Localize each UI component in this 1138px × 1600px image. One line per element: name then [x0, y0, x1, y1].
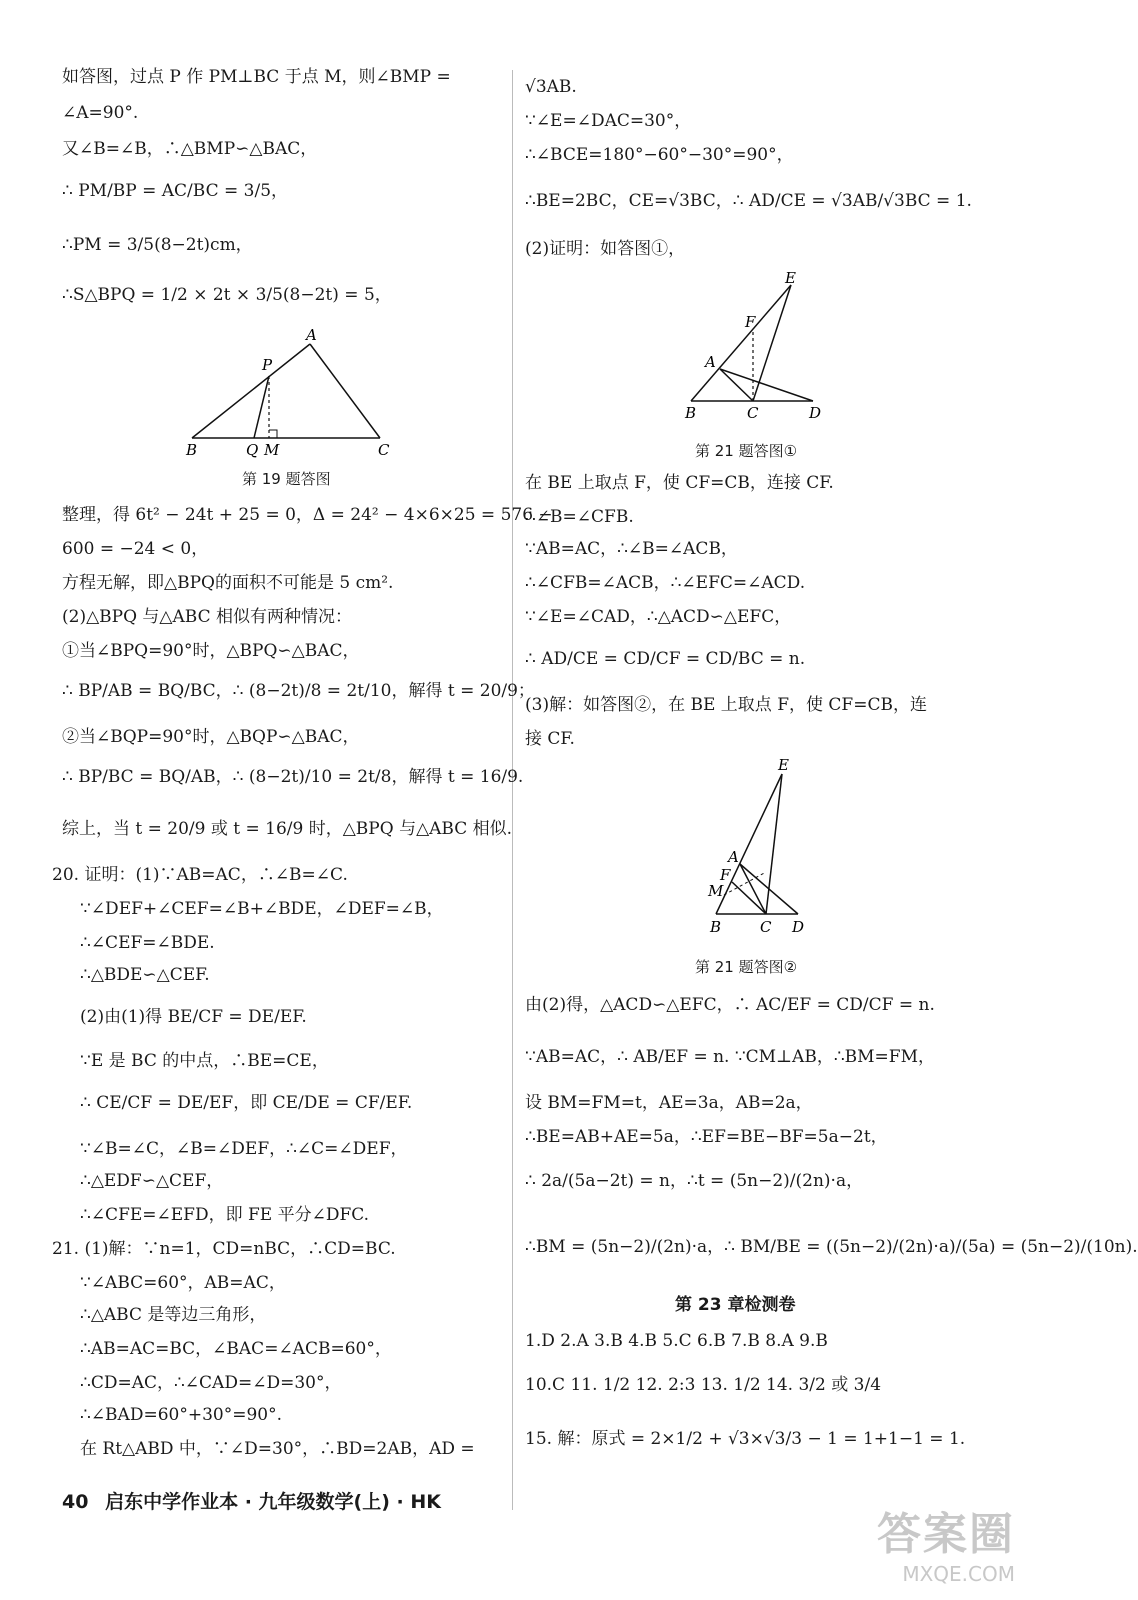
text-line: ∠A=90°.	[62, 103, 139, 123]
text-line: ∴∠BAD=60°+30°=90°.	[80, 1405, 282, 1425]
text-line: 整理，得 6t² − 24t + 25 = 0，Δ = 24² − 4×6×25 = 576 −	[62, 505, 553, 525]
label-C: C	[760, 918, 772, 936]
label-D: D	[792, 918, 805, 936]
text-line: (3)解：如答图②，在 BE 上取点 F，使 CF=CB，连	[525, 695, 927, 715]
text-line: 由(2)得，△ACD∽△EFC，∴ AC/EF = CD/CF = n.	[525, 995, 935, 1015]
text-line: ∴∠B=∠CFB.	[525, 507, 634, 527]
text-line: ∴ CE/CF = DE/EF，即 CE/DE = CF/EF.	[80, 1093, 413, 1113]
text-line: ∴BE=AB+AE=5a，∴EF=BE−BF=5a−2t，	[525, 1127, 888, 1147]
figure-19	[182, 326, 522, 460]
text-line: ∵∠B=∠C，∠B=∠DEF，∴∠C=∠DEF，	[80, 1139, 408, 1159]
label-M: M	[708, 882, 724, 900]
label-B: B	[710, 918, 722, 936]
label-B: B	[685, 404, 697, 422]
watermark-text: 答案圈	[877, 1509, 1015, 1560]
text-line: ②当∠BQP=90°时，△BQP∽△BAC，	[62, 727, 360, 747]
text-line: (2)△BPQ 与△ABC 相似有两种情况：	[62, 607, 352, 627]
label-A: A	[306, 326, 317, 344]
watermark-url: MXQE.COM	[902, 1562, 1015, 1586]
text-line: ∵∠ABC=60°，AB=AC，	[80, 1273, 286, 1293]
text-line: ∴BM = (5n−2)/(2n)·a，∴ BM/BE = ((5n−2)/(2n)·a)/(5a) = (5n−2)/(10n).	[525, 1237, 1138, 1257]
label-C: C	[378, 441, 390, 459]
label-E: E	[778, 756, 789, 774]
text-line: 综上，当 t = 20/9 或 t = 16/9 时，△BPQ 与△ABC 相似.	[62, 819, 513, 839]
section-heading: 第 23 章检测卷	[675, 1295, 796, 1315]
text-line: 如答图，过点 P 作 PM⊥BC 于点 M，则∠BMP =	[62, 67, 451, 87]
text-line: ∵AB=AC，∴∠B=∠ACB，	[525, 539, 738, 559]
label-M: M	[264, 441, 280, 459]
text-line: ∴∠BCE=180°−60°−30°=90°，	[525, 145, 794, 165]
label-A: A	[705, 353, 716, 371]
text-line: ∴ PM/BP = AC/BC = 3/5，	[62, 181, 289, 201]
text-line: ∴ BP/BC = BQ/AB，∴ (8−2t)/10 = 2t/8，解得 t = 16/9.	[62, 767, 524, 787]
label-P: P	[262, 356, 273, 374]
page-footer	[62, 1487, 441, 1514]
answer-line: 15. 解：原式 = 2×1/2 + √3×√3/3 − 1 = 1+1−1 = 1.	[525, 1429, 966, 1449]
label-F: F	[720, 866, 731, 884]
text-line: 在 BE 上取点 F，使 CF=CB，连接 CF.	[525, 473, 834, 493]
text-line: (2)证明：如答图①，	[525, 239, 686, 259]
figure-19-caption: 第 19 题答图	[242, 470, 331, 488]
label-Q: Q	[246, 441, 259, 459]
figure-21-2	[700, 756, 830, 940]
label-E: E	[785, 269, 796, 287]
text-line: 600 = −24 < 0，	[62, 539, 209, 559]
text-line: ∵AB=AC，∴ AB/EF = n. ∵CM⊥AB，∴BM=FM，	[525, 1047, 935, 1067]
text-line: 21. (1)解：∵n=1，CD=nBC，∴CD=BC.	[52, 1239, 396, 1259]
text-line: ∴△EDF∽△CEF，	[80, 1171, 224, 1191]
label-D: D	[809, 404, 822, 422]
text-line: ∵∠E=∠CAD，∴△ACD∽△EFC，	[525, 607, 792, 627]
text-line: ∴△ABC 是等边三角形，	[80, 1305, 267, 1325]
label-A: A	[728, 848, 739, 866]
figure-21-1	[675, 269, 845, 425]
text-line: ∴PM = 3/5(8−2t)cm，	[62, 235, 253, 255]
text-line: ∴ BP/AB = BQ/BC，∴ (8−2t)/8 = 2t/10，解得 t = 20/9；	[62, 681, 535, 701]
book-title: 启东中学作业本 · 九年级数学(上) · HK	[105, 1491, 441, 1513]
text-line: (2)由(1)得 BE/CF = DE/EF.	[80, 1007, 307, 1027]
watermark	[877, 1498, 1015, 1586]
text-line: 在 Rt△ABD 中，∵∠D=30°，∴BD=2AB，AD =	[80, 1439, 475, 1459]
text-line: ∴∠CFB=∠ACB，∴∠EFC=∠ACD.	[525, 573, 806, 593]
text-line: 设 BM=FM=t，AE=3a，AB=2a，	[525, 1093, 813, 1113]
text-line: ∴S△BPQ = 1/2 × 2t × 3/5(8−2t) = 5，	[62, 285, 392, 305]
text-line: ∴BE=2BC，CE=√3BC，∴ AD/CE = √3AB/√3BC = 1.	[525, 191, 972, 211]
text-line: ∴CD=AC，∴∠CAD=∠D=30°，	[80, 1373, 342, 1393]
text-line: ∵E 是 BC 的中点，∴BE=CE，	[80, 1051, 329, 1071]
text-line: 方程无解，即△BPQ的面积不可能是 5 cm².	[62, 573, 394, 593]
text-line: ∴ AD/CE = CD/CF = CD/BC = n.	[525, 649, 806, 669]
text-line: ∴△BDE∽△CEF.	[80, 965, 210, 985]
text-line: ∵∠DEF+∠CEF=∠B+∠BDE，∠DEF=∠B，	[80, 899, 444, 919]
text-line: ∴AB=AC=BC，∠BAC=∠ACB=60°，	[80, 1339, 392, 1359]
figure-21-1-caption: 第 21 题答图①	[695, 442, 798, 460]
text-line: ①当∠BPQ=90°时，△BPQ∽△BAC，	[62, 641, 360, 661]
text-line: 20. 证明：(1)∵AB=AC，∴∠B=∠C.	[52, 865, 348, 885]
text-line: 又∠B=∠B，∴△BMP∽△BAC，	[62, 139, 318, 159]
label-F: F	[745, 313, 756, 331]
label-C: C	[747, 404, 759, 422]
text-line: ∴∠CFE=∠EFD，即 FE 平分∠DFC.	[80, 1205, 370, 1225]
answer-line: 1.D 2.A 3.B 4.B 5.C 6.B 7.B 8.A 9.B	[525, 1331, 828, 1351]
figure-21-2-caption: 第 21 题答图②	[695, 958, 798, 976]
text-line: ∴∠CEF=∠BDE.	[80, 933, 215, 953]
answer-line: 10.C 11. 1/2 12. 2:3 13. 1/2 14. 3/2 或 3/4	[525, 1375, 882, 1395]
column-divider	[512, 70, 513, 1510]
text-line: ∵∠E=∠DAC=30°，	[525, 111, 692, 131]
page-number: 40	[62, 1491, 89, 1513]
label-B: B	[186, 441, 198, 459]
text-line: ∴ 2a/(5a−2t) = n，∴t = (5n−2)/(2n)·a，	[525, 1171, 864, 1191]
text-line: 接 CF.	[525, 729, 575, 749]
text-line: √3AB.	[525, 77, 577, 97]
